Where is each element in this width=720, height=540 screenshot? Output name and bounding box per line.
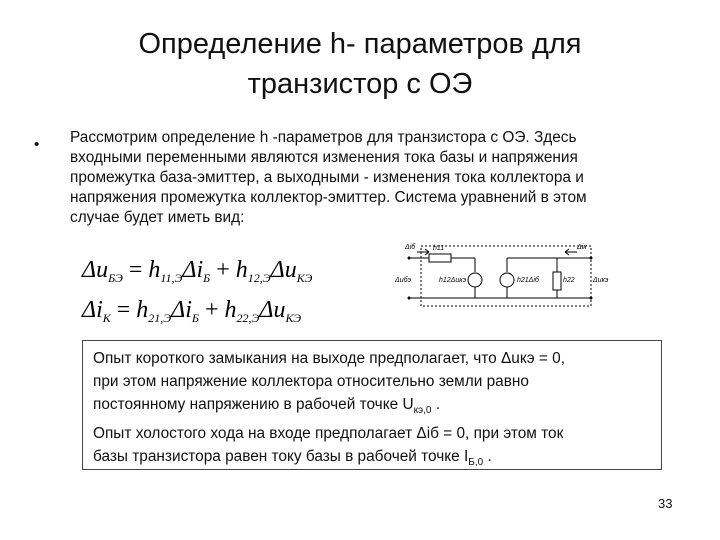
bullet-line-1: Рассмотрим определение h -параметров для транзистора с ОЭ. Здесь <box>70 129 577 146</box>
bullet-line-5: случае будет иметь вид: <box>70 209 245 226</box>
note-line-2: при этом напряжение коллектора относительно земли равно <box>93 373 529 390</box>
circuit-svg <box>395 238 615 308</box>
note-line-5: базы транзистора равен току базы в рабочей точке $I_{Б,0}$ . <box>93 448 492 469</box>
label-h21-source: h21Δiб <box>517 277 539 284</box>
equation-1: $\Delta u_{БЭ} = h_{11,Э}\Delta i_Б + h_{12,Э}\Delta u_{КЭ}$ <box>82 257 313 285</box>
equation-2: $\Delta i_К = h_{21,Э}\Delta i_Б + h_{22,Э}\Delta u_{КЭ}$ <box>82 297 302 325</box>
label-h11: h11 <box>433 245 445 252</box>
bullet-line-4: напряжения промежутка коллектор-эмиттер. Система уравнений в этом <box>70 189 587 206</box>
label-out-current: Δiк <box>577 244 587 251</box>
page-number: 33 <box>658 496 673 511</box>
bullet-paragraph <box>70 128 695 228</box>
equation-system <box>82 250 382 330</box>
note-line-1: Опыт короткого замыкания на выходе предполагает, что Δuкэ = 0, <box>93 350 565 367</box>
slide-title-line-2: транзистор с ОЭ <box>247 68 473 100</box>
label-h22: h22 <box>563 277 575 284</box>
h-parameter-circuit-diagram <box>395 238 615 308</box>
experiment-note-box <box>82 340 662 470</box>
slide-title <box>60 24 660 104</box>
label-out-voltage: Δuкэ <box>593 277 609 284</box>
label-in-voltage: Δuбэ <box>395 277 411 284</box>
bullet-line-2: входными переменными являются изменения тока базы и напряжения <box>70 149 578 166</box>
slide-title-line-1: Определение h- параметров для <box>138 28 582 60</box>
note-line-4: Опыт холостого хода на входе предполагает Δiб = 0, при этом ток <box>93 425 564 443</box>
bullet-marker: • <box>34 136 40 153</box>
label-h12-source: h12Δuкэ <box>439 277 467 284</box>
note-line-3: постоянному напряжению в рабочей точке $U_{кэ,0}$ . <box>93 396 441 417</box>
bullet-line-3: промежутка база-эмиттер, а выходными - изменения тока коллектора и <box>70 169 584 186</box>
label-in-current: Δiб <box>405 244 416 251</box>
